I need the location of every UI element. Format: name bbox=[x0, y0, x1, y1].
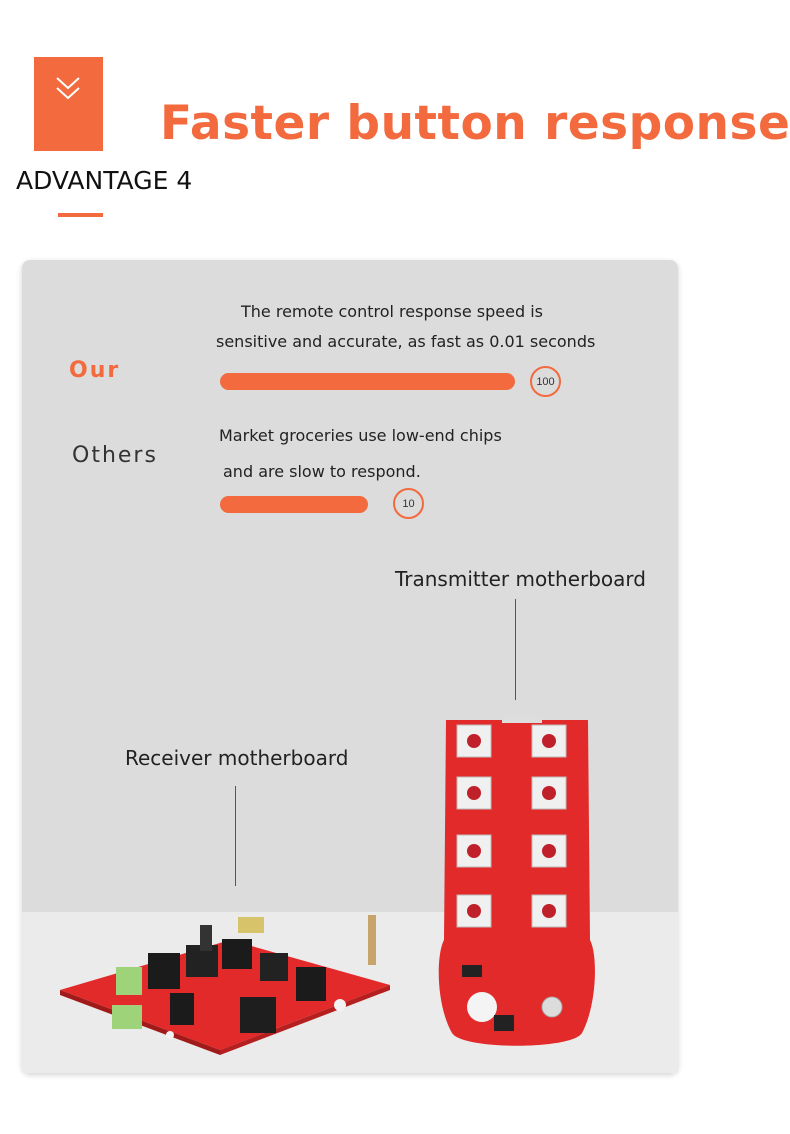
advantage-label: ADVANTAGE 4 bbox=[16, 166, 193, 195]
our-description-line2: sensitive and accurate, as fast as 0.01 seconds bbox=[216, 332, 596, 351]
our-response-bar bbox=[220, 373, 515, 390]
transmitter-leader-line bbox=[515, 599, 516, 700]
receiver-motherboard-image bbox=[50, 905, 396, 1055]
our-score-badge: 100 bbox=[530, 366, 561, 397]
transmitter-caption: Transmitter motherboard bbox=[395, 567, 646, 591]
others-response-bar bbox=[220, 496, 368, 513]
others-description-line2: and are slow to respond. bbox=[223, 462, 421, 481]
accent-divider bbox=[58, 213, 103, 217]
page-title: Faster button response bbox=[160, 96, 790, 151]
others-description-line1: Market groceries use low-end chips bbox=[219, 426, 502, 445]
receiver-leader-line bbox=[235, 786, 236, 886]
others-score-badge: 10 bbox=[393, 488, 424, 519]
others-label: Others bbox=[72, 443, 158, 468]
double-chevron-down-icon bbox=[54, 73, 82, 103]
our-label: Our bbox=[69, 358, 121, 383]
transmitter-motherboard-image bbox=[432, 715, 602, 1055]
comparison-panel bbox=[22, 260, 678, 1073]
advantage-badge bbox=[34, 57, 103, 151]
our-description-line1: The remote control response speed is bbox=[241, 302, 543, 321]
receiver-caption: Receiver motherboard bbox=[125, 746, 349, 770]
